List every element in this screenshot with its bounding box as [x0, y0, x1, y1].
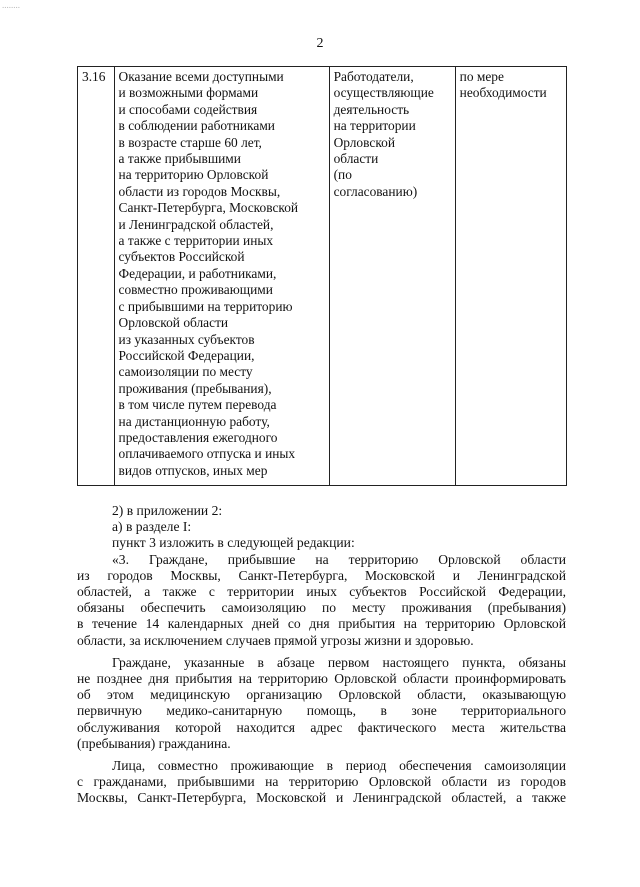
- measure-line: из указанных субъектов: [118, 331, 255, 347]
- measure-line: самоизоляции по месту: [118, 364, 253, 380]
- measure-line: на территорию Орловской: [118, 167, 269, 183]
- responsible-line: осуществляющие: [333, 85, 434, 101]
- paragraph-line: не позднее дня прибытия на территорию Орловской области проинформировать: [77, 671, 566, 687]
- measure-line: а также прибывшими: [118, 151, 241, 167]
- deadline-line: по мере: [459, 69, 504, 84]
- paragraph-2: [77, 655, 566, 752]
- measure-line: в том числе путем перевода: [118, 397, 277, 413]
- measure-text: [119, 69, 325, 479]
- responsible-line: Работодатели,: [333, 69, 414, 84]
- measure-line: в соблюдении работниками: [118, 118, 275, 134]
- responsible-line: деятельность: [333, 101, 410, 117]
- paragraph-line: области, за исключением случаев прямой угрозы жизни и здоровью.: [77, 632, 474, 648]
- paragraph-line: первичную медико-санитарную помощь, в зоне территориального: [77, 703, 566, 719]
- measure-line: области из городов Москвы,: [118, 183, 281, 199]
- paragraph-line: областей, а также с территории иных субъектов Российской Федерации,: [77, 584, 566, 600]
- row-number: 3.16: [82, 69, 106, 84]
- measure-line: предоставления ежегодного: [118, 429, 278, 445]
- measure-line: оплачиваемого отпуска и иных: [118, 446, 296, 462]
- page-number: 2: [316, 36, 324, 51]
- paragraph-line: об этом медицинскую организацию Орловской области, оказывающую: [77, 687, 566, 703]
- measure-line: с прибывшими на территорию: [118, 298, 293, 314]
- paragraph-line: обслуживания которой находится адрес фактического места жительства: [77, 719, 566, 735]
- amendment-subitem: а) в разделе I:: [112, 519, 192, 535]
- paragraph-line: в течение 14 календарных дней со дня прибытия на территорию Орловской: [77, 616, 566, 632]
- paragraph-1: [77, 552, 566, 649]
- paragraph-line: из городов Москвы, Санкт-Петербурга, Московской и Ленинградской: [77, 567, 566, 583]
- paragraph-line: с гражданами, прибывшими на территорию Орловской области из городов: [77, 774, 566, 790]
- measure-line: видов отпусков, иных мер: [118, 462, 268, 478]
- measure-line: Российской Федерации,: [118, 347, 255, 363]
- measure-line: Орловской области: [118, 315, 229, 331]
- paragraph-3: [77, 758, 566, 807]
- measure-line: а также с территории иных: [118, 233, 274, 249]
- measure-line: в возрасте старше 60 лет,: [118, 134, 262, 150]
- responsible-line: согласованию): [333, 183, 418, 199]
- measure-line: на дистанционную работу,: [118, 413, 270, 429]
- responsible-cell: [329, 67, 455, 486]
- measure-line: Федерации, и работниками,: [118, 265, 277, 281]
- amendment-item: 2) в приложении 2:: [112, 503, 223, 518]
- row-number-cell: [78, 67, 115, 486]
- paragraph-line: Лица, совместно проживающие в период обеспечения самоизоляции: [112, 758, 566, 774]
- responsible-line: Орловской: [333, 134, 396, 150]
- document-body: [77, 503, 566, 807]
- measure-line: и способами содействия: [118, 101, 258, 117]
- measures-table: [77, 66, 567, 486]
- measure-line: и возможными формами: [118, 85, 259, 101]
- measure-line: Санкт-Петербурга, Московской: [118, 200, 299, 216]
- measure-line: совместно проживающими: [118, 282, 273, 298]
- paragraph-line: (пребывания) гражданина.: [77, 735, 231, 751]
- measure-line: и Ленинградской областей,: [118, 216, 274, 232]
- deadline-text: [460, 69, 562, 102]
- responsible-line: (по: [333, 167, 352, 183]
- amendment-instruction: пункт 3 изложить в следующей редакции:: [112, 535, 355, 551]
- measure-line: Оказание всеми доступными: [118, 69, 284, 84]
- paragraph-line: «3. Граждане, прибывшие на территорию Орловской области: [112, 551, 566, 567]
- table-row: [78, 67, 567, 486]
- responsible-text: [334, 69, 451, 200]
- measure-cell: [114, 67, 329, 486]
- responsible-line: на территории: [333, 118, 416, 134]
- measure-line: субъектов Российской: [118, 249, 245, 265]
- deadline-line: необходимости: [459, 85, 547, 101]
- paragraph-line: Москвы, Санкт-Петербурга, Московской и Ленинградской областей, а также: [77, 790, 566, 806]
- measure-line: проживания (пребывания),: [118, 380, 272, 396]
- paragraph-line: Граждане, указанные в абзаце первом настоящего пункта, обязаны: [112, 654, 566, 670]
- responsible-line: области: [333, 151, 379, 167]
- deadline-cell: [455, 67, 566, 486]
- paragraph-line: обязаны обеспечить самоизоляцию по месту проживания (пребывания): [77, 600, 566, 616]
- corner-mark: ........: [2, 0, 20, 10]
